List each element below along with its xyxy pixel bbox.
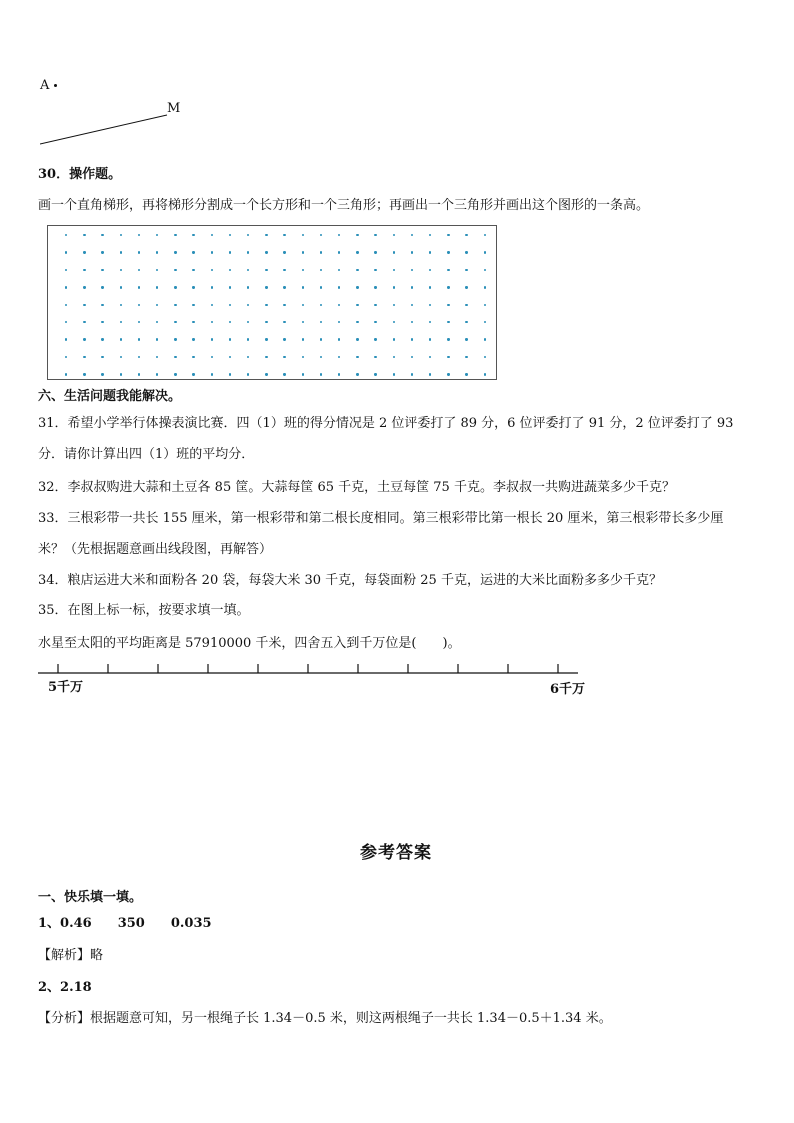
grid-dot: [320, 234, 322, 236]
grid-dot: [374, 251, 376, 253]
grid-dot: [484, 304, 486, 306]
grid-dot: [138, 338, 140, 340]
grid-dot: [429, 269, 431, 271]
grid-dot: [393, 286, 395, 288]
grid-dot: [247, 251, 249, 253]
grid-dot: [338, 286, 340, 288]
grid-dot: [247, 286, 249, 288]
grid-dot: [174, 321, 176, 323]
answer-1-v3: 0.035: [170, 916, 212, 931]
grid-dot: [265, 356, 267, 358]
grid-dot: [465, 286, 467, 288]
grid-dot: [265, 338, 267, 340]
grid-dot: [338, 338, 340, 340]
grid-dot: [429, 356, 431, 358]
q33-line2: 米？（先根据题意画出线段图，再解答）: [38, 542, 273, 557]
grid-dot: [338, 356, 340, 358]
grid-dot: [374, 269, 376, 271]
grid-dot: [120, 356, 122, 358]
grid-dot: [138, 304, 140, 306]
answer-2: [38, 980, 92, 996]
grid-dot: [247, 234, 249, 236]
grid-dot: [156, 251, 158, 253]
grid-dot: [138, 373, 140, 375]
grid-dot: [393, 373, 395, 375]
grid-dot: [211, 304, 213, 306]
grid-dot: [120, 251, 122, 253]
grid-dot: [265, 321, 267, 323]
grid-dot: [393, 304, 395, 306]
grid-dot: [484, 234, 486, 236]
grid-dot: [229, 304, 231, 306]
grid-dot: [120, 338, 122, 340]
grid-dot: [484, 269, 486, 271]
grid-dot: [465, 321, 467, 323]
answer-1: [38, 916, 212, 932]
grid-dot: [156, 373, 158, 375]
grid-dot: [120, 269, 122, 271]
answer-1-v2: 350: [117, 916, 145, 931]
grid-dot: [265, 304, 267, 306]
grid-dot: [83, 304, 85, 306]
answer-1-analysis: 【解析】略: [38, 948, 104, 963]
q31-line1: 31．希望小学举行体操表演比赛．四（1）班的得分情况是 2 位评委打了 89 分，6 位评委打了 91 分，2 位评委打了 93: [38, 416, 734, 431]
grid-dot: [247, 304, 249, 306]
grid-dot: [465, 338, 467, 340]
grid-dot: [229, 269, 231, 271]
grid-dot: [320, 286, 322, 288]
grid-dot: [156, 269, 158, 271]
grid-dot: [265, 373, 267, 375]
grid-dot: [411, 373, 413, 375]
grid-dot: [302, 373, 304, 375]
grid-dot: [374, 286, 376, 288]
point-m-label: M: [167, 101, 181, 116]
grid-dot: [265, 269, 267, 271]
grid-dot: [283, 251, 285, 253]
grid-dot: [101, 338, 103, 340]
grid-dot: [411, 286, 413, 288]
grid-dot: [211, 251, 213, 253]
q31-line2: 分．请你计算出四（1）班的平均分．: [38, 447, 255, 462]
grid-dot: [192, 356, 194, 358]
grid-dot: [320, 338, 322, 340]
grid-dot: [302, 286, 304, 288]
point-a-label: A: [40, 78, 50, 93]
grid-dot: [65, 356, 67, 358]
answers-section1: 一、快乐填一填。: [38, 890, 143, 905]
grid-dot: [374, 373, 376, 375]
grid-dot: [211, 269, 213, 271]
grid-dot: [174, 234, 176, 236]
grid-dot: [265, 234, 267, 236]
grid-dot: [83, 356, 85, 358]
grid-dot: [192, 286, 194, 288]
section6-title: 六、生活问题我能解决。: [38, 389, 182, 404]
grid-dot: [120, 304, 122, 306]
grid-dot: [338, 373, 340, 375]
grid-dot: [465, 373, 467, 375]
grid-dot: [302, 269, 304, 271]
grid-dot: [447, 321, 449, 323]
number-line: [38, 660, 598, 700]
grid-dot: [229, 321, 231, 323]
grid-dot: [138, 251, 140, 253]
grid-dot: [101, 234, 103, 236]
q32-text: 32．李叔叔购进大蒜和土豆各 85 筐。大蒜每筐 65 千克，土豆每筐 75 千克。李叔叔一共购进蔬菜多少千克？: [38, 480, 675, 495]
grid-dot: [211, 338, 213, 340]
grid-dot: [65, 234, 67, 236]
answer-1-v1: 0.46: [60, 916, 92, 931]
answers-title: 参考答案: [360, 843, 432, 863]
grid-dot: [374, 356, 376, 358]
grid-dot: [320, 304, 322, 306]
answer-2-v1: 2.18: [60, 980, 92, 995]
grid-dot: [283, 356, 285, 358]
grid-dot: [65, 269, 67, 271]
number-line-right-label: 6千万: [550, 682, 586, 697]
grid-dot: [211, 321, 213, 323]
grid-dot: [356, 234, 358, 236]
ray-line: [40, 110, 170, 150]
dot-grid-paper[interactable]: [47, 225, 497, 380]
grid-dot: [138, 321, 140, 323]
grid-dot: [265, 251, 267, 253]
grid-dot: [320, 321, 322, 323]
grid-dot: [211, 373, 213, 375]
grid-dot: [65, 338, 67, 340]
grid-dot: [465, 356, 467, 358]
grid-dot: [192, 234, 194, 236]
grid-dot: [120, 321, 122, 323]
grid-dot: [101, 321, 103, 323]
grid-dot: [338, 321, 340, 323]
grid-dot: [101, 251, 103, 253]
grid-dot: [138, 234, 140, 236]
grid-dot: [101, 286, 103, 288]
grid-dot: [393, 338, 395, 340]
grid-dot: [465, 251, 467, 253]
grid-dot: [429, 304, 431, 306]
grid-dot: [320, 373, 322, 375]
grid-dot: [229, 373, 231, 375]
grid-dot: [393, 234, 395, 236]
grid-dot: [156, 304, 158, 306]
grid-dot: [283, 234, 285, 236]
q30-instruction: 画一个直角梯形，再将梯形分割成一个长方形和一个三角形；再画出一个三角形并画出这个图形的一条高。: [38, 198, 650, 213]
grid-dot: [174, 269, 176, 271]
grid-dot: [484, 321, 486, 323]
q34-text: 34．粮店运进大米和面粉各 20 袋，每袋大米 30 千克，每袋面粉 25 千克，运进的大米比面粉多多少千克？: [38, 573, 662, 588]
grid-dot: [411, 304, 413, 306]
grid-dot: [101, 269, 103, 271]
grid-dot: [101, 304, 103, 306]
grid-dot: [174, 356, 176, 358]
grid-dot: [484, 338, 486, 340]
grid-dot: [120, 373, 122, 375]
grid-dot: [101, 356, 103, 358]
grid-dot: [247, 338, 249, 340]
grid-dot: [356, 356, 358, 358]
grid-dot: [192, 321, 194, 323]
grid-dot: [429, 373, 431, 375]
grid-dot: [338, 234, 340, 236]
grid-dot: [247, 269, 249, 271]
number-line-axis: [38, 660, 598, 682]
grid-dot: [192, 373, 194, 375]
grid-dot: [411, 251, 413, 253]
grid-dot: [283, 286, 285, 288]
grid-dot: [83, 321, 85, 323]
grid-dot: [174, 338, 176, 340]
grid-dot: [356, 373, 358, 375]
grid-dot: [83, 338, 85, 340]
grid-dot: [484, 356, 486, 358]
grid-dot: [374, 304, 376, 306]
grid-dot: [229, 286, 231, 288]
grid-dot: [338, 251, 340, 253]
grid-dot: [447, 356, 449, 358]
grid-dot: [338, 304, 340, 306]
grid-dot: [411, 356, 413, 358]
grid-dot: [411, 321, 413, 323]
grid-dot: [356, 338, 358, 340]
grid-dot: [156, 234, 158, 236]
grid-dot: [429, 234, 431, 236]
grid-dot: [156, 338, 158, 340]
grid-dot: [120, 286, 122, 288]
grid-dot: [484, 373, 486, 375]
grid-dot: [302, 356, 304, 358]
grid-dot: [302, 338, 304, 340]
answer-2-analysis: 【分析】根据题意可知，另一根绳子长 1.34－0.5 米，则这两根绳子一共长 1.34－0.5＋1.34 米。: [38, 1011, 612, 1026]
grid-dot: [192, 251, 194, 253]
grid-dot: [429, 321, 431, 323]
grid-dot: [320, 251, 322, 253]
grid-dot: [156, 286, 158, 288]
grid-dot: [283, 338, 285, 340]
grid-dot: [429, 286, 431, 288]
grid-dot: [156, 321, 158, 323]
q35-text: 35．在图上标一标，按要求填一填。: [38, 603, 250, 618]
grid-dot: [192, 304, 194, 306]
grid-dot: [65, 251, 67, 253]
grid-dot: [465, 234, 467, 236]
grid-dot: [211, 286, 213, 288]
grid-dot: [229, 234, 231, 236]
grid-dot: [229, 338, 231, 340]
q35-sub: 水星至太阳的平均距离是 57910000 千米，四舍五入到千万位是( )。: [38, 636, 461, 651]
grid-dot: [411, 338, 413, 340]
grid-dot: [393, 269, 395, 271]
grid-dot: [65, 321, 67, 323]
grid-dot: [247, 373, 249, 375]
grid-dot: [429, 251, 431, 253]
grid-dot: [429, 338, 431, 340]
grid-dot: [83, 373, 85, 375]
grid-dot: [374, 338, 376, 340]
grid-dot: [302, 321, 304, 323]
grid-dot: [447, 286, 449, 288]
grid-dot: [247, 356, 249, 358]
grid-dot: [356, 251, 358, 253]
grid-dot: [447, 373, 449, 375]
grid-dot: [302, 251, 304, 253]
grid-dot: [174, 304, 176, 306]
grid-dot: [247, 321, 249, 323]
grid-dot: [356, 286, 358, 288]
grid-dot: [83, 251, 85, 253]
q33-line1: 33．三根彩带一共长 155 厘米，第一根彩带和第二根长度相同。第三根彩带比第一根长 20 厘米，第三根彩带长多少厘: [38, 511, 724, 526]
q30-heading: 30．操作题。: [38, 167, 122, 182]
grid-dot: [447, 251, 449, 253]
grid-dot: [174, 286, 176, 288]
grid-dot: [356, 321, 358, 323]
grid-dot: [283, 269, 285, 271]
grid-dot: [83, 234, 85, 236]
grid-dot: [447, 304, 449, 306]
grid-dot: [65, 373, 67, 375]
grid-dot: [302, 304, 304, 306]
grid-dot: [120, 234, 122, 236]
grid-dot: [83, 286, 85, 288]
grid-dot: [484, 286, 486, 288]
grid-dot: [356, 304, 358, 306]
grid-dot: [283, 304, 285, 306]
grid-dot: [302, 234, 304, 236]
grid-dot: [229, 356, 231, 358]
grid-dot: [192, 269, 194, 271]
grid-dot: [356, 269, 358, 271]
grid-dot: [465, 304, 467, 306]
grid-dot: [138, 269, 140, 271]
grid-dot: [211, 356, 213, 358]
grid-dot: [138, 356, 140, 358]
answer-1-num: 1、: [38, 916, 61, 931]
grid-dot: [374, 234, 376, 236]
grid-dot: [338, 269, 340, 271]
grid-dot: [393, 321, 395, 323]
grid-dot: [83, 269, 85, 271]
grid-dot: [211, 234, 213, 236]
grid-dot: [101, 373, 103, 375]
grid-dot: [283, 321, 285, 323]
grid-dot: [411, 269, 413, 271]
grid-dot: [465, 269, 467, 271]
grid-dot: [393, 356, 395, 358]
grid-dot: [138, 286, 140, 288]
grid-dot: [174, 251, 176, 253]
grid-dot: [393, 251, 395, 253]
grid-dot: [447, 338, 449, 340]
answer-2-num: 2、: [38, 980, 61, 995]
grid-dot: [374, 321, 376, 323]
grid-dot: [229, 251, 231, 253]
grid-dot: [265, 286, 267, 288]
grid-dot: [320, 269, 322, 271]
grid-dot: [156, 356, 158, 358]
point-a-dot: [54, 84, 57, 87]
grid-dot: [447, 269, 449, 271]
grid-dot: [283, 373, 285, 375]
grid-dot: [65, 304, 67, 306]
grid-dot: [484, 251, 486, 253]
grid-dot: [411, 234, 413, 236]
grid-dot: [320, 356, 322, 358]
grid-dot: [65, 286, 67, 288]
grid-dot: [447, 234, 449, 236]
grid-dot: [192, 338, 194, 340]
grid-dot: [174, 373, 176, 375]
number-line-left-label: 5千万: [48, 680, 84, 695]
